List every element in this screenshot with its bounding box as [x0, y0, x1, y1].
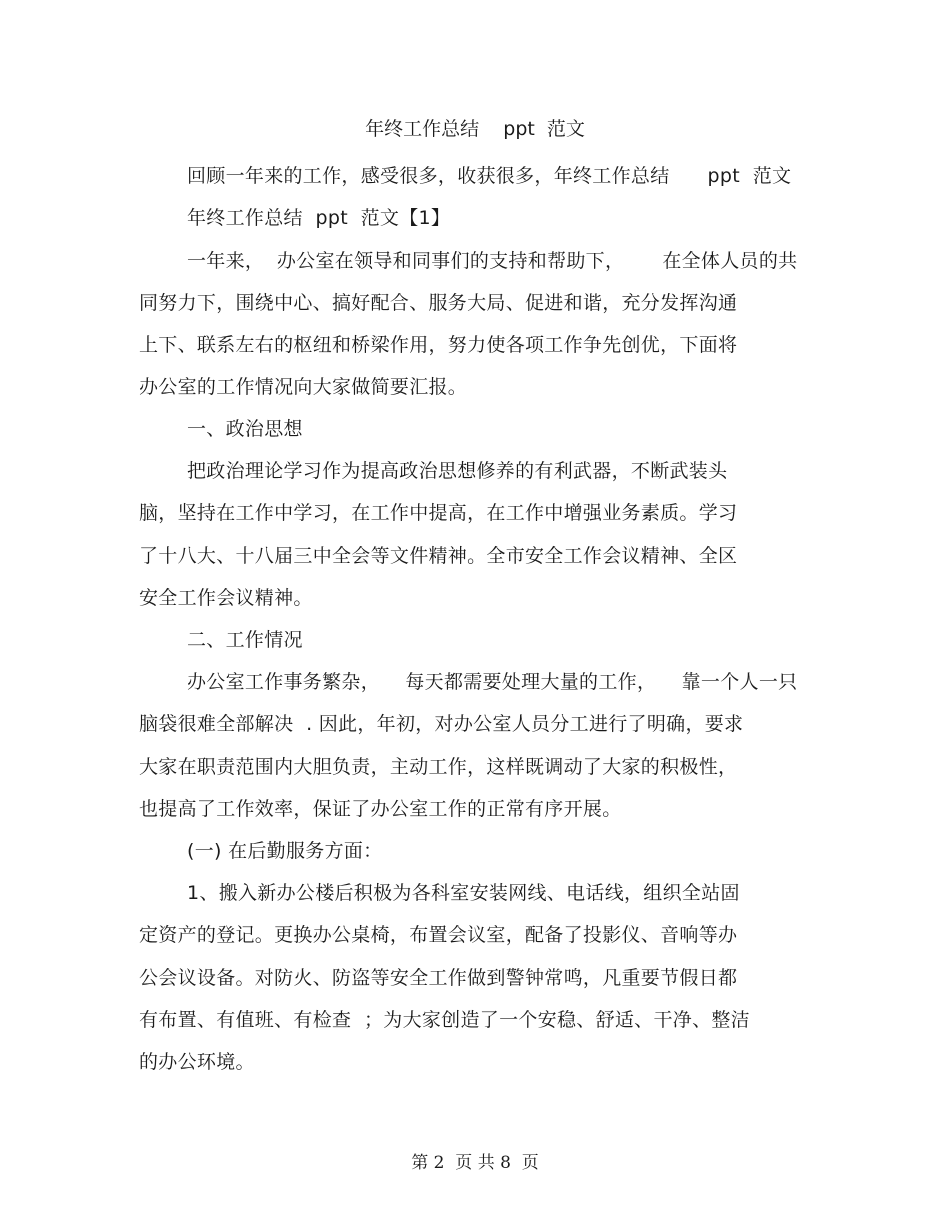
paragraph-line: 的办公环境。 — [139, 1051, 255, 1073]
paragraph-line: 大家在职责范围内大胆负责，主动工作，这样既调动了大家的积极性， — [139, 756, 738, 778]
paragraph-line: 脑，坚持在工作中学习，在工作中提高，在工作中增强业务素质。学习 — [139, 502, 738, 524]
paragraph-line: 脑袋很难全部解决 . 因此，年初，对办公室人员分工进行了明确，要求 — [139, 713, 744, 735]
paragraph-line: 同努力下，围绕中心、搞好配合、服务大局、促进和谐，充分发挥沟通 — [139, 292, 738, 314]
paragraph-line: 也提高了工作效率，保证了办公室工作的正常有序开展。 — [139, 798, 622, 820]
paragraph-line: 把政治理论学习作为提高政治思想修养的有利武器，不断武装头 — [187, 460, 728, 482]
paragraph-line: 1、搬入新办公楼后积极为各科室安装网线、电话线，组织全站固 — [187, 882, 740, 904]
paragraph-line: 办公室的工作情况向大家做简要汇报。 — [139, 376, 468, 398]
paragraph-line: 一年来， 办公室在领导和同事们的支持和帮助下， 在全体人员的共 — [187, 250, 798, 272]
section-heading: 二、工作情况 — [187, 629, 303, 651]
paragraph-line: 定资产的登记。更换办公桌椅，布置会议室，配备了投影仪、音响等办 — [139, 924, 738, 946]
paragraph-line: 年终工作总结 ppt 范文【1】 — [187, 207, 451, 229]
page-title: 年终工作总结 ppt 范文 — [365, 118, 585, 140]
subsection-heading: (一) 在后勤服务方面： — [187, 840, 383, 862]
paragraph-line: 有布置、有值班、有检查 ；为大家创造了一个安稳、舒适、干净、整洁 — [139, 1009, 750, 1031]
page-footer: 第 2 页 共 8 页 — [411, 1153, 539, 1173]
paragraph-line: 上下、联系左右的枢纽和桥梁作用，努力使各项工作争先创优，下面将 — [139, 334, 738, 356]
section-heading: 一、政治思想 — [187, 418, 303, 440]
paragraph-line: 回顾一年来的工作，感受很多，收获很多，年终工作总结 ppt 范文 — [187, 165, 792, 187]
paragraph-line: 办公室工作事务繁杂， 每天都需要处理大量的工作， 靠一个人一只 — [187, 671, 798, 693]
paragraph-line: 了十八大、十八届三中全会等文件精神。全市安全工作会议精神、全区 — [139, 545, 738, 567]
paragraph-line: 安全工作会议精神。 — [139, 587, 313, 609]
paragraph-line: 公会议设备。对防火、防盗等安全工作做到警钟常鸣，凡重要节假日都 — [139, 967, 738, 989]
